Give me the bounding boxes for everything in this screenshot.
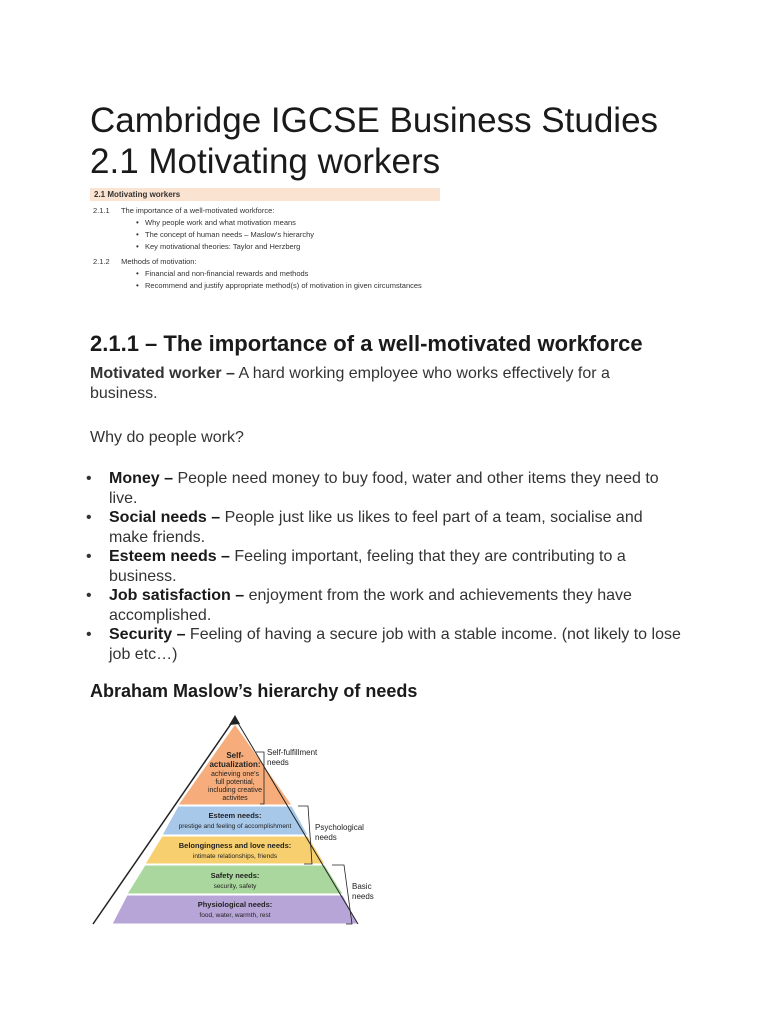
title-line-1: Cambridge IGCSE Business Studies	[90, 101, 659, 140]
syllabus-section-2-1-1	[90, 206, 440, 215]
definition-term: Motivated worker –	[90, 365, 235, 382]
side-label: Psychological	[315, 823, 364, 832]
reason-term: Money –	[109, 470, 174, 487]
tier-desc: achieving one's	[210, 771, 260, 778]
page-title	[90, 100, 658, 182]
reason-text: enjoyment from the work and achievements they have accomplished.	[109, 587, 632, 624]
reason-item	[86, 547, 686, 586]
definition	[90, 364, 680, 404]
section-heading: 2.1.1 – The importance of a well-motivated workforce	[90, 331, 643, 356]
tier-desc: prestige and feeling of accomplishment	[178, 823, 292, 830]
tier-title: Esteem needs:	[208, 811, 262, 820]
reason-term: Esteem needs –	[109, 548, 230, 565]
side-label: needs	[267, 758, 289, 767]
reason-item	[86, 469, 686, 508]
side-label: Self-fulfillment	[267, 748, 318, 757]
side-label: Basic	[352, 882, 372, 891]
reason-item	[86, 586, 686, 625]
reason-term: Security –	[109, 626, 186, 643]
tier-desc: intimate relationships, friends	[192, 853, 278, 860]
syllabus-bullets	[136, 218, 440, 251]
reason-item	[86, 508, 686, 547]
reason-term: Social needs –	[109, 509, 221, 526]
reasons-list	[86, 469, 686, 664]
reason-text: Feeling important, feeling that they are contributing to a business.	[109, 548, 626, 585]
tier-title: Belongingness and love needs:	[178, 841, 292, 850]
question: Why do people work?	[90, 429, 244, 446]
side-label: needs	[352, 892, 374, 901]
syllabus-excerpt	[90, 188, 440, 293]
tier-desc: full potential,	[215, 779, 255, 786]
syllabus-bullet: • Financial and non-financial rewards and methods	[136, 269, 440, 278]
syllabus-bullet: • The concept of human needs – Maslow's hierarchy	[136, 230, 440, 239]
syllabus-section-number: 2.1.2	[93, 257, 110, 266]
syllabus-section-2-1-2	[90, 257, 440, 266]
syllabus-section-number: 2.1.1	[93, 206, 110, 215]
maslow-pyramid-diagram	[90, 712, 380, 930]
tier-title: Safety needs:	[210, 871, 260, 880]
tier-title: Physiological needs:	[197, 900, 273, 909]
tier-title: actualization:	[209, 760, 261, 769]
syllabus-bullets	[136, 269, 440, 290]
tier-desc: including creative	[207, 787, 263, 794]
tier-desc: food, water, warmth, rest	[199, 912, 271, 919]
reason-item	[86, 625, 686, 664]
syllabus-bullet: • Key motivational theories: Taylor and Herzberg	[136, 242, 440, 251]
reason-text: People just like us likes to feel part of a team, socialise and make friends.	[109, 509, 643, 546]
maslow-heading: Abraham Maslow’s hierarchy of needs	[90, 681, 418, 701]
syllabus-section-label: The importance of a well-motivated workforce:	[120, 206, 275, 215]
definition-text: A hard working employee who works effectively for a business.	[90, 365, 610, 402]
tier-desc: activites	[222, 795, 248, 802]
reason-text: People need money to buy food, water and other items they need to live.	[109, 470, 659, 507]
syllabus-section-label: Methods of motivation:	[121, 257, 197, 266]
syllabus-bullet: • Why people work and what motivation means	[136, 218, 440, 227]
tier-desc: security, safety	[213, 883, 257, 890]
syllabus-header: 2.1 Motivating workers	[90, 188, 440, 201]
reason-text: Feeling of having a secure job with a stable income. (not likely to lose job etc…)	[109, 626, 681, 663]
syllabus-bullet: • Recommend and justify appropriate method(s) of motivation in given circumstances	[136, 281, 440, 290]
reason-term: Job satisfaction –	[109, 587, 245, 604]
side-label: needs	[315, 833, 337, 842]
title-line-2: 2.1 Motivating workers	[90, 142, 441, 181]
tier-title: Self-	[226, 751, 244, 760]
